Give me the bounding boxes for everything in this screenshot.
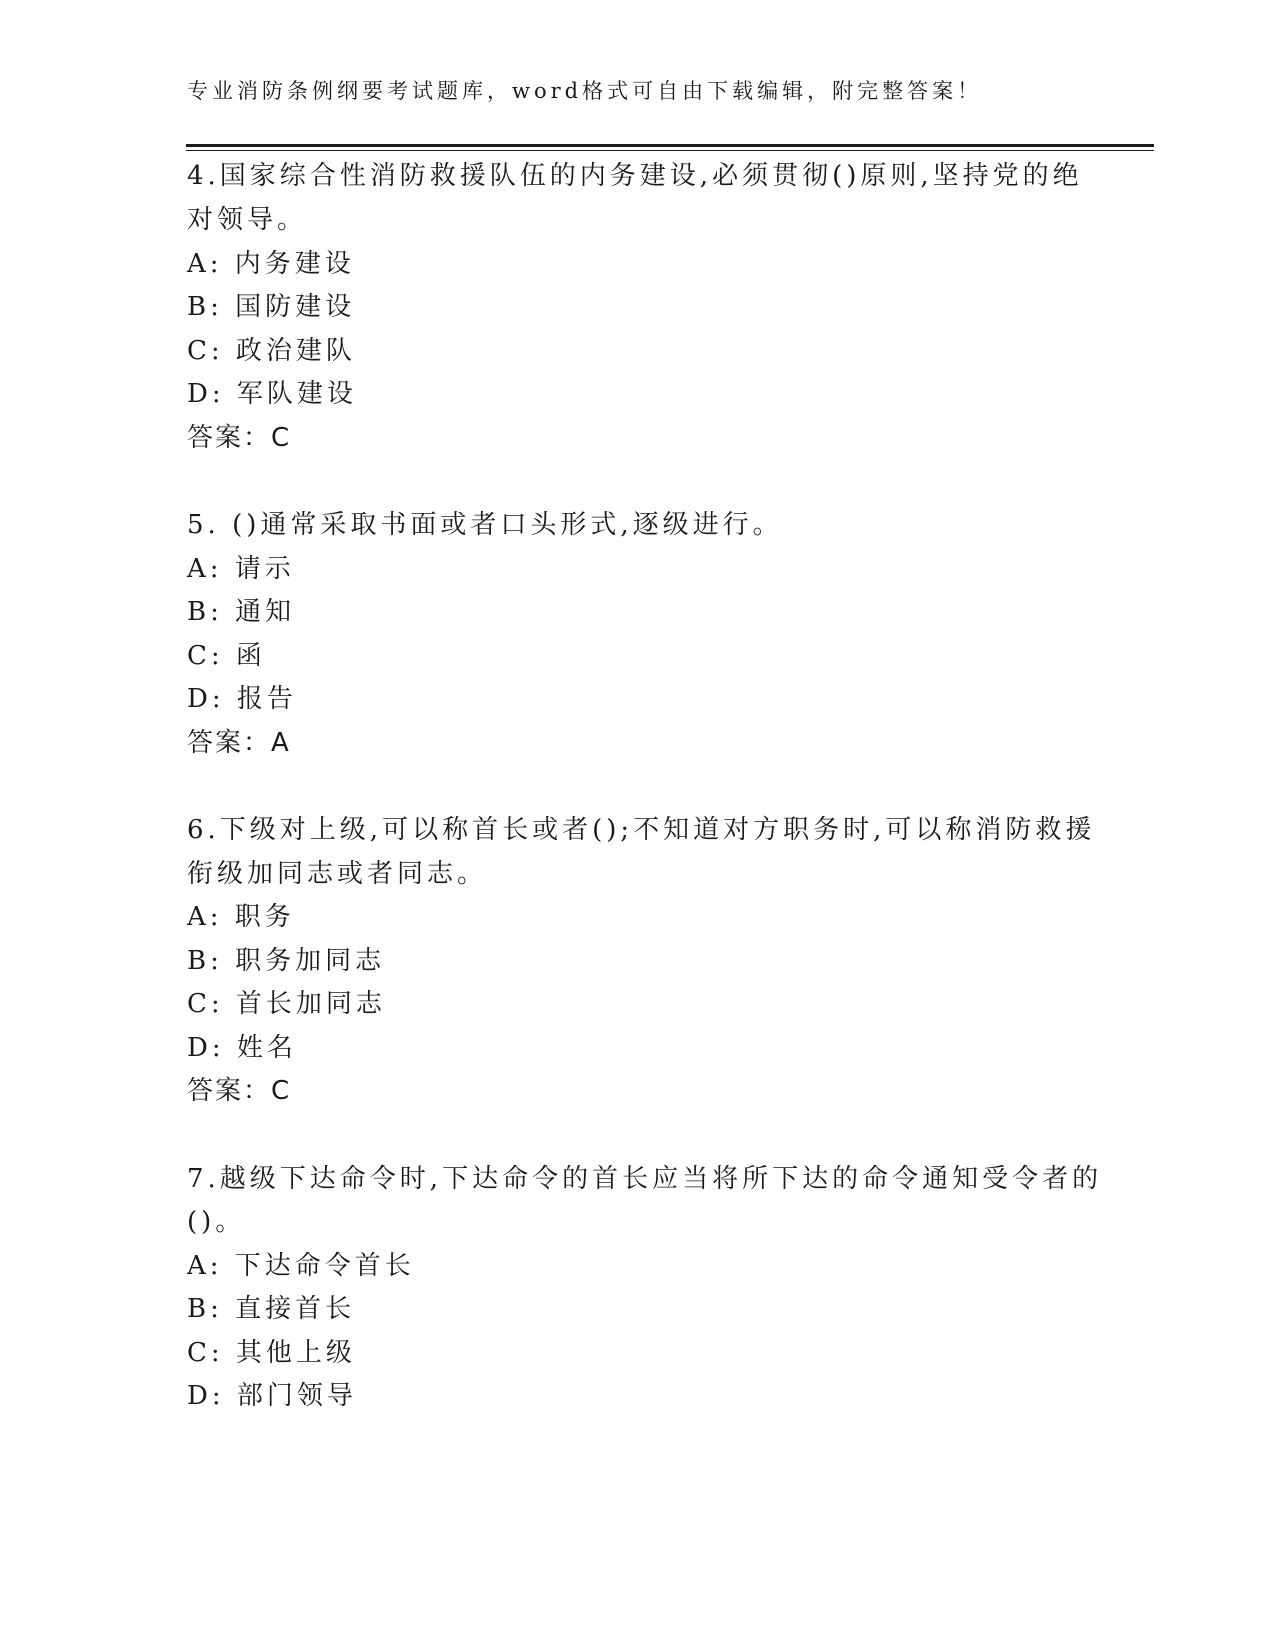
question-stem-line: 5. ()通常采取书面或者口头形式,逐级进行。 <box>187 510 783 540</box>
option-a: A: 请示 <box>187 554 295 584</box>
option-c: C: 其他上级 <box>187 1338 356 1368</box>
option-c: C: 函 <box>187 641 266 671</box>
question-stem-line: 衔级加同志或者同志。 <box>187 859 488 889</box>
option-c: C: 首长加同志 <box>187 989 386 1019</box>
option-b: B: 直接首长 <box>187 1294 356 1324</box>
question-stem-line: 6.下级对上级,可以称首长或者();不知道对方职务时,可以称消防救援 <box>187 815 1096 845</box>
question-stem-line: 对领导。 <box>187 205 308 235</box>
option-d: D: 报告 <box>187 684 297 714</box>
option-d: D: 部门领导 <box>187 1381 357 1411</box>
answer-label: 答案：C <box>187 423 292 453</box>
option-a: A: 职务 <box>187 902 295 932</box>
option-a: A: 下达命令首长 <box>187 1251 415 1281</box>
page-header: 专业消防条例纲要考试题库，word格式可自由下载编辑，附完整答案！ <box>187 79 983 103</box>
question-stem-line: ()。 <box>187 1207 246 1237</box>
option-c: C: 政治建队 <box>187 336 356 366</box>
answer-label: 答案：A <box>187 728 291 758</box>
option-b: B: 国防建设 <box>187 292 356 322</box>
answer-label: 答案：C <box>187 1076 292 1106</box>
option-d: D: 军队建设 <box>187 379 357 409</box>
header-rule-thin <box>186 150 1154 151</box>
header-rule-thick <box>186 144 1154 147</box>
question-stem-line: 4.国家综合性消防救援队伍的内务建设,必须贯彻()原则,坚持党的绝 <box>187 161 1083 191</box>
option-b: B: 职务加同志 <box>187 946 386 976</box>
question-stem-line: 7.越级下达命令时,下达命令的首长应当将所下达的命令通知受令者的 <box>187 1164 1103 1194</box>
option-b: B: 通知 <box>187 597 296 627</box>
option-a: A: 内务建设 <box>187 249 355 279</box>
option-d: D: 姓名 <box>187 1033 297 1063</box>
